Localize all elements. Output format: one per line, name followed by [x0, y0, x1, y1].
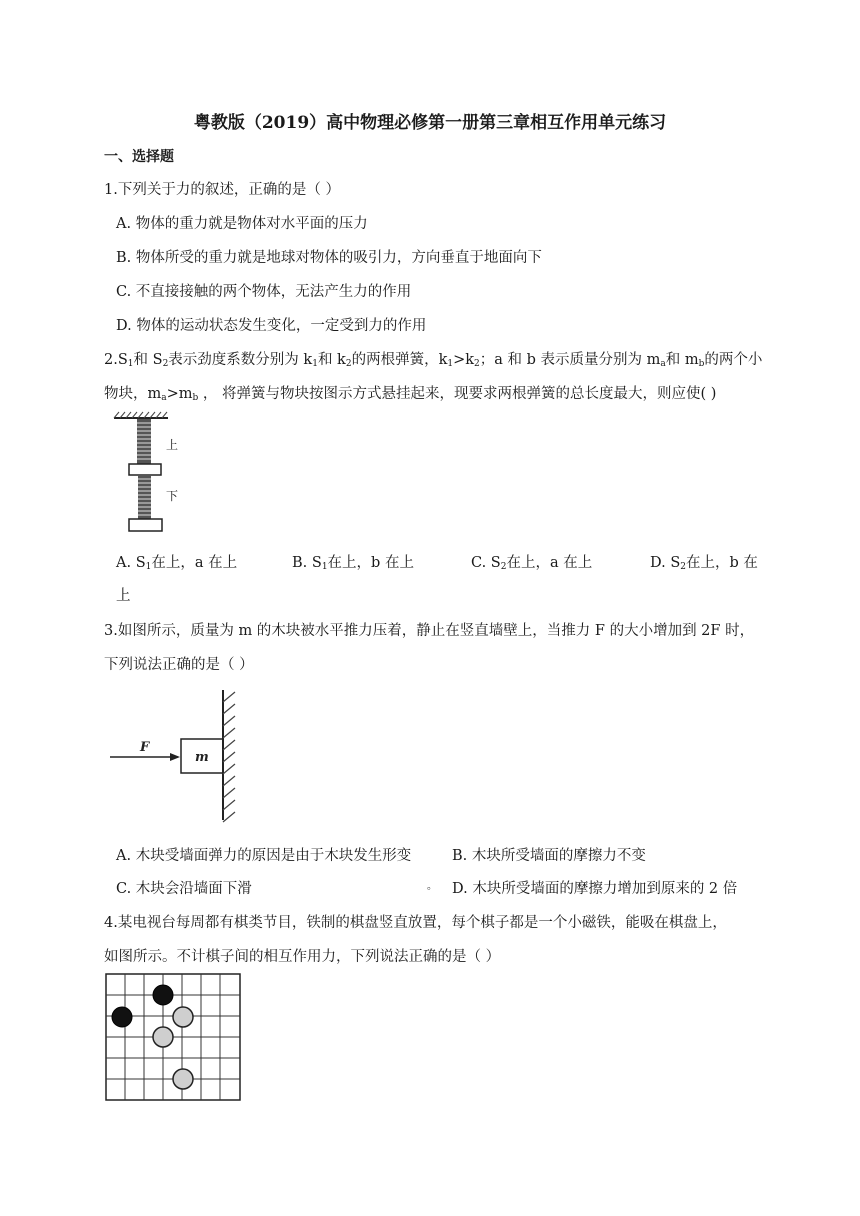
q2-option-b: B. $S_1$在上，b 在上	[292, 555, 414, 572]
stray-mark: 。	[427, 881, 437, 892]
q4-stem-line1: 4.某电视台每周都有棋类节目，铁制的棋盘竖直放置，每个棋子都是一个小磁铁，能吸在棋盘上，	[104, 915, 727, 931]
q2-stem-line2: 物块，$m_a>m_b$ ， 将弹簧与物块按图示方式悬挂起来，现要求两根弹簧的总长度最大，则应使( )	[104, 386, 717, 403]
q3-option-b: B. 木块所受墙面的摩擦力不变	[452, 848, 646, 864]
q2-option-d: D. $S_2$在上，b 在	[650, 555, 758, 572]
q3-force-label: F	[140, 740, 150, 755]
q1-stem: 1.下列关于力的叙述，正确的是（ ）	[104, 182, 340, 198]
q3-mass-label: m	[195, 750, 209, 765]
q2-label-lower: 下	[166, 489, 179, 503]
q4-stem-line2: 如图所示。不计棋子间的相互作用力，下列说法正确的是（ ）	[104, 949, 501, 965]
section-heading: 一、选择题	[104, 149, 174, 165]
black-stone	[112, 1007, 132, 1027]
q1-option-c: C. 不直接接触的两个物体，无法产生力的作用	[116, 284, 412, 300]
q4-chessboard-figure	[104, 972, 244, 1104]
white-stone	[173, 1007, 193, 1027]
q3-stem-line2: 下列说法正确的是（ ）	[104, 657, 254, 673]
q1-option-a: A. 物体的重力就是物体对水平面的压力	[116, 216, 368, 232]
black-stone	[153, 985, 173, 1005]
q2-option-c: C. $S_2$在上，a 在上	[471, 555, 593, 572]
q3-stem-line1: 3.如图所示，质量为 m 的木块被水平推力压着，静止在竖直墙壁上，当推力 F 的大小增加到 2F 时，	[104, 623, 755, 639]
q1-option-b: B. 物体所受的重力就是地球对物体的吸引力，方向垂直于地面向下	[116, 250, 542, 266]
q2-label-upper: 上	[166, 438, 179, 452]
q3-option-d: D. 木块所受墙面的摩擦力增加到原来的 2 倍	[452, 881, 738, 897]
q2-spring-figure	[110, 412, 190, 534]
q2-stem-line1: $2.S_1$和 $S_2$表示劲度系数分别为 $k_1$和 $k_2$的两根弹簧，$k_1>k_2$；a 和 b 表示质量分别为 $m_a$和 $m_b$的两个小	[104, 352, 763, 369]
q2-option-a: A. $S_1$在上，a 在上	[116, 555, 238, 572]
white-stone	[173, 1069, 193, 1089]
q1-option-d: D. 物体的运动状态发生变化，一定受到力的作用	[116, 318, 427, 334]
q3-block-wall-figure	[110, 690, 250, 824]
page-title: 粤教版（2019）高中物理必修第一册第三章相互作用单元练习	[193, 113, 667, 133]
q3-option-a: A. 木块受墙面弹力的原因是由于木块发生形变	[116, 848, 412, 864]
q3-option-c: C. 木块会沿墙面下滑	[116, 881, 252, 897]
q2-option-d-wrap: 上	[116, 588, 131, 604]
white-stone	[153, 1027, 173, 1047]
